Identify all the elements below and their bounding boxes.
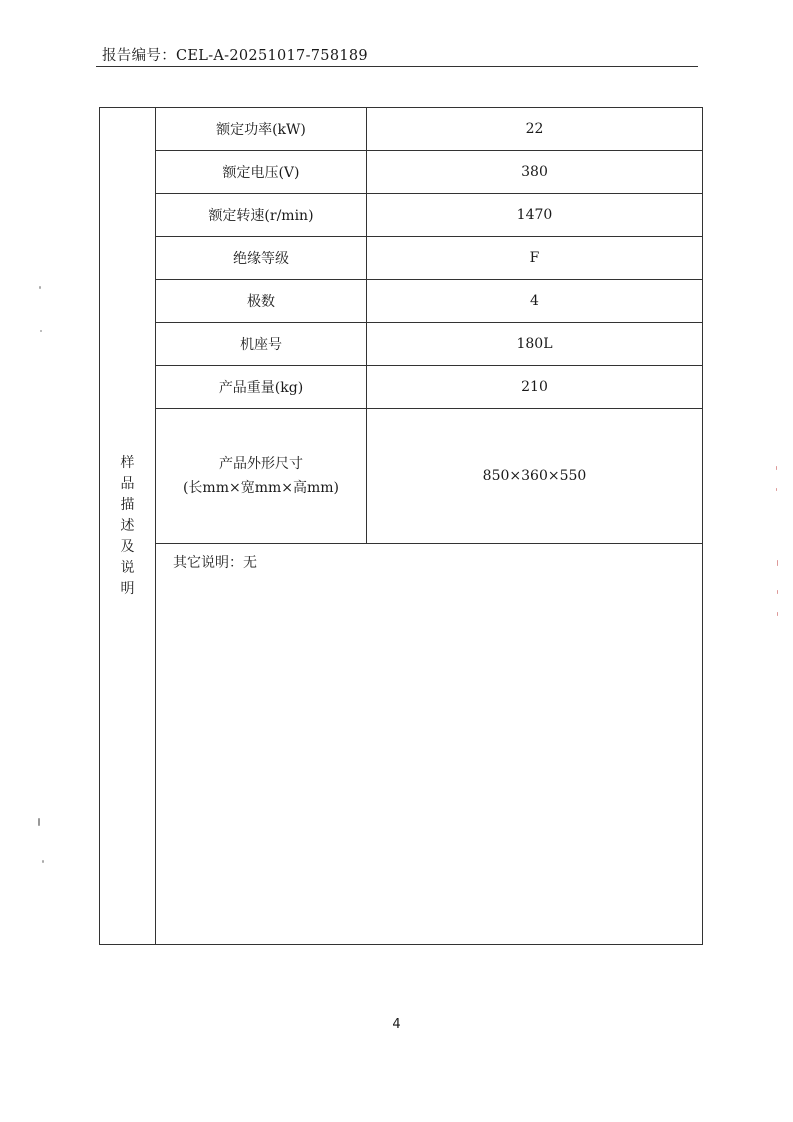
- report-number: 报告编号：CEL-A-20251017-758189: [102, 48, 368, 64]
- row-value: F: [367, 237, 703, 280]
- scan-speck: [40, 330, 42, 332]
- row-label: 额定转速(r/min): [156, 194, 367, 237]
- row-label: 绝缘等级: [156, 237, 367, 280]
- row-label: 产品重量(kg): [156, 366, 367, 409]
- row-value: 1470: [367, 194, 703, 237]
- scan-speck: [776, 488, 777, 491]
- other-notes: 其它说明：无: [156, 544, 703, 945]
- row-label: 额定功率(kW): [156, 108, 367, 151]
- row-label: 额定电压(V): [156, 151, 367, 194]
- dimensions-units: (长mm×宽mm×高mm): [182, 480, 340, 496]
- page-number: 4: [392, 1017, 401, 1032]
- table-row: [100, 237, 703, 280]
- table-row: [100, 194, 703, 237]
- sample-description-table: [99, 107, 703, 945]
- dimensions-label-cell: [156, 409, 367, 544]
- table-row: [100, 323, 703, 366]
- table-row: [100, 280, 703, 323]
- scan-speck: [777, 612, 778, 616]
- table-row: [100, 151, 703, 194]
- scan-speck: [42, 860, 44, 863]
- scan-speck: [776, 466, 777, 470]
- table-row: [100, 409, 703, 544]
- dimensions-value: 850×360×550: [367, 409, 703, 544]
- row-label: 机座号: [156, 323, 367, 366]
- scan-speck: [39, 286, 41, 289]
- row-value: 380: [367, 151, 703, 194]
- scan-speck: [777, 590, 778, 594]
- table-row: [100, 108, 703, 151]
- row-value: 22: [367, 108, 703, 151]
- row-label: 极数: [156, 280, 367, 323]
- scan-speck: [38, 818, 40, 826]
- dimensions-label: 产品外形尺寸: [219, 456, 303, 472]
- table-row: [100, 544, 703, 945]
- table-row: [100, 366, 703, 409]
- scan-speck: [777, 560, 778, 566]
- row-value: 210: [367, 366, 703, 409]
- section-label: 样品描述及说明: [120, 454, 135, 597]
- header-rule: [96, 66, 698, 67]
- row-value: 4: [367, 280, 703, 323]
- section-label-cell: [100, 108, 156, 945]
- row-value: 180L: [367, 323, 703, 366]
